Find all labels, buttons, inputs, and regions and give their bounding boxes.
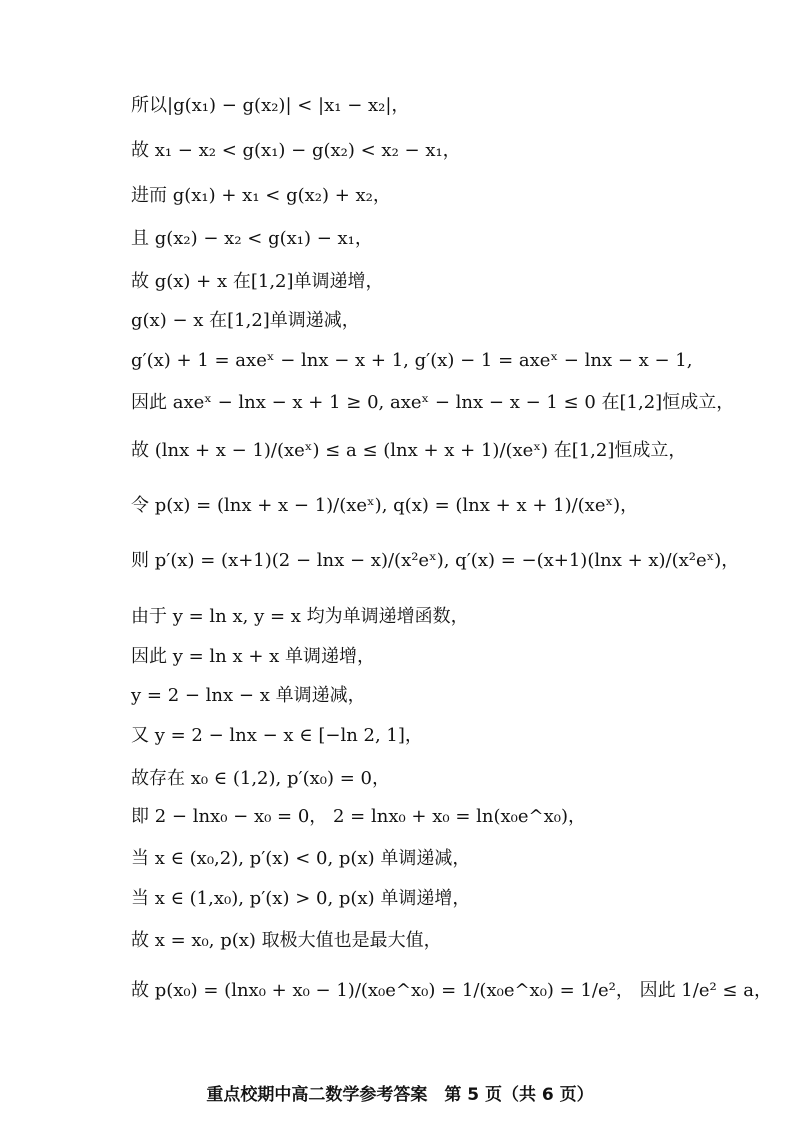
solution-line-6: g(x) − x 在[1,2]单调递减， [131,310,360,331]
solution-line-9: 故 (lnx + x − 1)/(xeˣ) ≤ a ≤ (lnx + x + 1)/(xeˣ) 在[1,2]恒成立， [131,440,687,461]
solution-line-21: 故 p(x₀) = (lnx₀ + x₀ − 1)/(x₀e^x₀) = 1/(x₀e^x₀) = 1/e²， 因此 1/e² ≤ a， [131,980,772,1001]
solution-line-3: 进而 g(x₁) + x₁ < g(x₂) + x₂， [131,185,391,206]
solution-line-1: 所以|g(x₁) − g(x₂)| < |x₁ − x₂|， [131,95,410,116]
solution-line-12: 由于 y = ln x, y = x 均为单调递增函数， [131,606,469,627]
solution-line-7: g′(x) + 1 = axeˣ − lnx − x + 1, g′(x) − 1 = axeˣ − lnx − x − 1, [131,350,693,371]
solution-line-16: 故存在 x₀ ∈ (1,2), p′(x₀) = 0， [131,768,390,789]
solution-line-17: 即 2 − lnx₀ − x₀ = 0， 2 = lnx₀ + x₀ = ln(x₀e^x₀)， [131,806,586,827]
solution-line-15: 又 y = 2 − lnx − x ∈ [−ln 2, 1]， [131,725,423,746]
solution-line-10: 令 p(x) = (lnx + x − 1)/(xeˣ), q(x) = (lnx + x + 1)/(xeˣ)， [131,495,639,516]
solution-line-20: 故 x = x₀, p(x) 取极大值也是最大值， [131,930,442,951]
solution-line-5: 故 g(x) + x 在[1,2]单调递增， [131,271,384,292]
solution-line-4: 且 g(x₂) − x₂ < g(x₁) − x₁， [131,228,373,249]
solution-line-13: 因此 y = ln x + x 单调递增， [131,646,376,667]
solution-line-19: 当 x ∈ (1,x₀), p′(x) > 0, p(x) 单调递增， [131,888,471,909]
solution-line-11: 则 p′(x) = (x+1)(2 − lnx − x)/(x²eˣ), q′(x) = −(x+1)(lnx + x)/(x²eˣ)， [131,550,740,571]
solution-line-18: 当 x ∈ (x₀,2), p′(x) < 0, p(x) 单调递减， [131,848,471,869]
page-footer: 重点校期中高二数学参考答案 第 5 页（共 6 页） [206,1085,594,1105]
solution-line-2: 故 x₁ − x₂ < g(x₁) − g(x₂) < x₂ − x₁， [131,140,461,161]
solution-line-8: 因此 axeˣ − lnx − x + 1 ≥ 0, axeˣ − lnx − x − 1 ≤ 0 在[1,2]恒成立， [131,392,735,413]
solution-line-14: y = 2 − lnx − x 单调递减， [131,685,366,706]
